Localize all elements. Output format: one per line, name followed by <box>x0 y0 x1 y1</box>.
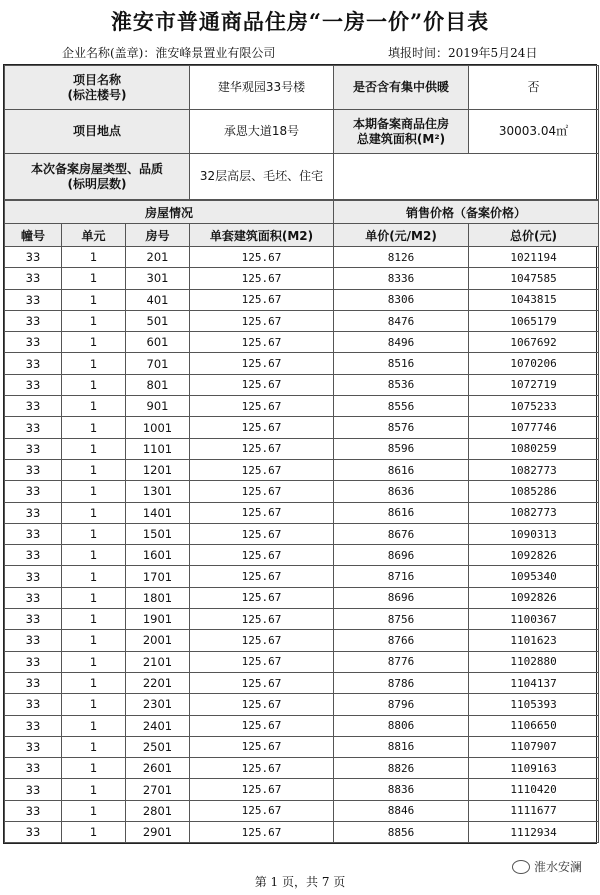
room-cell: 1601 <box>126 545 190 566</box>
total-price-cell: 1111677 <box>469 800 599 821</box>
room-cell: 701 <box>126 353 190 374</box>
total-price-cell: 1085286 <box>469 481 599 502</box>
unit-price-cell: 8476 <box>334 310 469 331</box>
column-header-unit-price: 单价(元/M2) <box>334 224 469 247</box>
total-price-cell: 1106650 <box>469 715 599 736</box>
total-price-cell: 1112934 <box>469 822 599 843</box>
unit-price-cell: 8536 <box>334 374 469 395</box>
house-type-value: 32层高层、毛坯、住宅 <box>190 154 334 200</box>
building-cell: 33 <box>5 779 62 800</box>
table-row <box>5 822 599 843</box>
room-cell: 2501 <box>126 736 190 757</box>
building-cell: 33 <box>5 672 62 693</box>
room-cell: 1001 <box>126 417 190 438</box>
unit-cell: 1 <box>62 800 126 821</box>
unit-cell: 1 <box>62 353 126 374</box>
room-cell: 2801 <box>126 800 190 821</box>
building-cell: 33 <box>5 694 62 715</box>
area-cell: 125.67 <box>190 758 334 779</box>
table-row <box>5 587 599 608</box>
unit-cell: 1 <box>62 715 126 736</box>
table-row <box>5 758 599 779</box>
building-cell: 33 <box>5 758 62 779</box>
area-cell: 125.67 <box>190 694 334 715</box>
total-price-cell: 1082773 <box>469 459 599 480</box>
total-price-cell: 1067692 <box>469 332 599 353</box>
unit-price-cell: 8516 <box>334 353 469 374</box>
house-section-header: 房屋情况 <box>5 201 334 224</box>
unit-price-cell: 8336 <box>334 268 469 289</box>
room-cell: 2301 <box>126 694 190 715</box>
unit-price-cell: 8846 <box>334 800 469 821</box>
unit-price-cell: 8816 <box>334 736 469 757</box>
room-cell: 1401 <box>126 502 190 523</box>
unit-price-cell: 8556 <box>334 396 469 417</box>
total-price-cell: 1107907 <box>469 736 599 757</box>
project-name-label: 项目名称 (标注楼号) <box>5 66 190 110</box>
total-price-cell: 1092826 <box>469 587 599 608</box>
building-cell: 33 <box>5 247 62 268</box>
unit-cell: 1 <box>62 268 126 289</box>
area-cell: 125.67 <box>190 481 334 502</box>
table-row <box>5 672 599 693</box>
watermark <box>512 858 582 875</box>
room-cell: 2701 <box>126 779 190 800</box>
column-header-area: 单套建筑面积(M2) <box>190 224 334 247</box>
project-info-table <box>4 65 599 200</box>
building-cell: 33 <box>5 609 62 630</box>
area-cell: 125.67 <box>190 779 334 800</box>
unit-cell: 1 <box>62 523 126 544</box>
unit-cell: 1 <box>62 651 126 672</box>
project-name-value: 建华观园33号楼 <box>190 66 334 110</box>
unit-cell: 1 <box>62 609 126 630</box>
total-area-value: 30003.04㎡ <box>469 110 599 154</box>
area-cell: 125.67 <box>190 672 334 693</box>
area-cell: 125.67 <box>190 800 334 821</box>
room-cell: 2001 <box>126 630 190 651</box>
table-row <box>5 523 599 544</box>
unit-price-cell: 8796 <box>334 694 469 715</box>
unit-price-cell: 8856 <box>334 822 469 843</box>
page-title: 淮安市普通商品住房“一房一价”价目表 <box>110 9 490 34</box>
building-cell: 33 <box>5 587 62 608</box>
total-price-cell: 1109163 <box>469 758 599 779</box>
unit-price-cell: 8756 <box>334 609 469 630</box>
page-footer: 第 1 页，共 7 页 <box>254 875 346 889</box>
area-cell: 125.67 <box>190 396 334 417</box>
unit-cell: 1 <box>62 694 126 715</box>
total-price-cell: 1021194 <box>469 247 599 268</box>
table-row <box>5 247 599 268</box>
building-cell: 33 <box>5 310 62 331</box>
total-price-cell: 1104137 <box>469 672 599 693</box>
room-cell: 2101 <box>126 651 190 672</box>
area-cell: 125.67 <box>190 630 334 651</box>
room-cell: 1501 <box>126 523 190 544</box>
table-row <box>5 332 599 353</box>
location-label: 项目地点 <box>5 110 190 154</box>
area-cell: 125.67 <box>190 523 334 544</box>
table-row <box>5 374 599 395</box>
building-cell: 33 <box>5 736 62 757</box>
total-price-cell: 1095340 <box>469 566 599 587</box>
price-table <box>4 200 599 843</box>
building-cell: 33 <box>5 417 62 438</box>
building-cell: 33 <box>5 332 62 353</box>
table-row <box>5 566 599 587</box>
building-cell: 33 <box>5 822 62 843</box>
table-row <box>5 438 599 459</box>
building-cell: 33 <box>5 566 62 587</box>
total-price-cell: 1047585 <box>469 268 599 289</box>
building-cell: 33 <box>5 289 62 310</box>
building-cell: 33 <box>5 459 62 480</box>
building-cell: 33 <box>5 374 62 395</box>
area-cell: 125.67 <box>190 353 334 374</box>
building-cell: 33 <box>5 353 62 374</box>
location-value: 承恩大道18号 <box>190 110 334 154</box>
area-cell: 125.67 <box>190 822 334 843</box>
table-row <box>5 694 599 715</box>
table-row <box>5 736 599 757</box>
room-cell: 1901 <box>126 609 190 630</box>
room-cell: 301 <box>126 268 190 289</box>
area-cell: 125.67 <box>190 417 334 438</box>
column-header-unit: 单元 <box>62 224 126 247</box>
unit-price-cell: 8636 <box>334 481 469 502</box>
table-row <box>5 353 599 374</box>
unit-price-cell: 8676 <box>334 523 469 544</box>
building-cell: 33 <box>5 523 62 544</box>
unit-cell: 1 <box>62 481 126 502</box>
building-cell: 33 <box>5 715 62 736</box>
table-row <box>5 459 599 480</box>
total-price-cell: 1110420 <box>469 779 599 800</box>
building-cell: 33 <box>5 630 62 651</box>
table-row <box>5 268 599 289</box>
price-sheet <box>3 64 597 844</box>
table-row <box>5 779 599 800</box>
house-type-label: 本次备案房屋类型、品质 (标明层数) <box>5 154 190 200</box>
column-header-building: 幢号 <box>5 224 62 247</box>
unit-cell: 1 <box>62 502 126 523</box>
unit-cell: 1 <box>62 545 126 566</box>
room-cell: 2901 <box>126 822 190 843</box>
unit-price-cell: 8126 <box>334 247 469 268</box>
unit-cell: 1 <box>62 289 126 310</box>
area-cell: 125.67 <box>190 268 334 289</box>
area-cell: 125.67 <box>190 374 334 395</box>
unit-cell: 1 <box>62 310 126 331</box>
unit-price-cell: 8716 <box>334 566 469 587</box>
table-row <box>5 481 599 502</box>
room-cell: 201 <box>126 247 190 268</box>
unit-price-cell: 8496 <box>334 332 469 353</box>
unit-price-cell: 8576 <box>334 417 469 438</box>
total-price-cell: 1070206 <box>469 353 599 374</box>
unit-cell: 1 <box>62 758 126 779</box>
total-price-cell: 1065179 <box>469 310 599 331</box>
total-price-cell: 1072719 <box>469 374 599 395</box>
total-price-cell: 1105393 <box>469 694 599 715</box>
table-row <box>5 417 599 438</box>
room-cell: 1301 <box>126 481 190 502</box>
house-type-blank <box>334 154 599 200</box>
unit-price-cell: 8826 <box>334 758 469 779</box>
wechat-icon <box>512 860 530 874</box>
table-row <box>5 609 599 630</box>
area-cell: 125.67 <box>190 310 334 331</box>
building-cell: 33 <box>5 545 62 566</box>
unit-cell: 1 <box>62 374 126 395</box>
unit-cell: 1 <box>62 247 126 268</box>
central-heating-value: 否 <box>469 66 599 110</box>
total-area-label: 本期备案商品住房 总建筑面积(M²) <box>334 110 469 154</box>
table-row <box>5 630 599 651</box>
price-section-header: 销售价格（备案价格） <box>334 201 599 224</box>
company-name: 企业名称(盖章)：淮安峰景置业有限公司 <box>62 46 276 60</box>
total-price-cell: 1102880 <box>469 651 599 672</box>
area-cell: 125.67 <box>190 247 334 268</box>
table-row <box>5 800 599 821</box>
total-price-cell: 1080259 <box>469 438 599 459</box>
table-row <box>5 289 599 310</box>
total-price-cell: 1077746 <box>469 417 599 438</box>
total-price-cell: 1082773 <box>469 502 599 523</box>
unit-price-cell: 8806 <box>334 715 469 736</box>
room-cell: 2401 <box>126 715 190 736</box>
unit-cell: 1 <box>62 736 126 757</box>
total-price-cell: 1075233 <box>469 396 599 417</box>
room-cell: 1201 <box>126 459 190 480</box>
area-cell: 125.67 <box>190 438 334 459</box>
total-price-cell: 1043815 <box>469 289 599 310</box>
building-cell: 33 <box>5 651 62 672</box>
table-row <box>5 502 599 523</box>
room-cell: 801 <box>126 374 190 395</box>
unit-price-cell: 8616 <box>334 502 469 523</box>
unit-price-cell: 8616 <box>334 459 469 480</box>
table-row <box>5 545 599 566</box>
unit-cell: 1 <box>62 438 126 459</box>
area-cell: 125.67 <box>190 459 334 480</box>
table-row <box>5 715 599 736</box>
area-cell: 125.67 <box>190 715 334 736</box>
unit-price-cell: 8696 <box>334 545 469 566</box>
central-heating-label: 是否含有集中供暖 <box>334 66 469 110</box>
building-cell: 33 <box>5 268 62 289</box>
room-cell: 1101 <box>126 438 190 459</box>
fill-date: 填报时间：2019年5月24日 <box>388 46 538 60</box>
building-cell: 33 <box>5 438 62 459</box>
area-cell: 125.67 <box>190 651 334 672</box>
area-cell: 125.67 <box>190 289 334 310</box>
column-header-total-price: 总价(元) <box>469 224 599 247</box>
area-cell: 125.67 <box>190 736 334 757</box>
room-cell: 901 <box>126 396 190 417</box>
total-price-cell: 1090313 <box>469 523 599 544</box>
unit-cell: 1 <box>62 566 126 587</box>
unit-price-cell: 8306 <box>334 289 469 310</box>
area-cell: 125.67 <box>190 609 334 630</box>
building-cell: 33 <box>5 800 62 821</box>
total-price-cell: 1101623 <box>469 630 599 651</box>
unit-price-cell: 8766 <box>334 630 469 651</box>
unit-cell: 1 <box>62 396 126 417</box>
unit-price-cell: 8696 <box>334 587 469 608</box>
building-cell: 33 <box>5 396 62 417</box>
unit-cell: 1 <box>62 587 126 608</box>
unit-cell: 1 <box>62 332 126 353</box>
unit-cell: 1 <box>62 672 126 693</box>
unit-price-cell: 8836 <box>334 779 469 800</box>
area-cell: 125.67 <box>190 566 334 587</box>
unit-cell: 1 <box>62 417 126 438</box>
unit-price-cell: 8776 <box>334 651 469 672</box>
total-price-cell: 1092826 <box>469 545 599 566</box>
unit-cell: 1 <box>62 630 126 651</box>
total-price-cell: 1100367 <box>469 609 599 630</box>
column-header-room: 房号 <box>126 224 190 247</box>
room-cell: 2201 <box>126 672 190 693</box>
unit-price-cell: 8786 <box>334 672 469 693</box>
unit-cell: 1 <box>62 822 126 843</box>
room-cell: 601 <box>126 332 190 353</box>
area-cell: 125.67 <box>190 545 334 566</box>
room-cell: 401 <box>126 289 190 310</box>
area-cell: 125.67 <box>190 502 334 523</box>
building-cell: 33 <box>5 481 62 502</box>
table-row <box>5 310 599 331</box>
room-cell: 2601 <box>126 758 190 779</box>
watermark-text: 淮水安澜 <box>533 860 582 874</box>
area-cell: 125.67 <box>190 332 334 353</box>
room-cell: 1801 <box>126 587 190 608</box>
room-cell: 501 <box>126 310 190 331</box>
unit-cell: 1 <box>62 459 126 480</box>
unit-price-cell: 8596 <box>334 438 469 459</box>
room-cell: 1701 <box>126 566 190 587</box>
table-row <box>5 651 599 672</box>
building-cell: 33 <box>5 502 62 523</box>
unit-cell: 1 <box>62 779 126 800</box>
table-row <box>5 396 599 417</box>
area-cell: 125.67 <box>190 587 334 608</box>
